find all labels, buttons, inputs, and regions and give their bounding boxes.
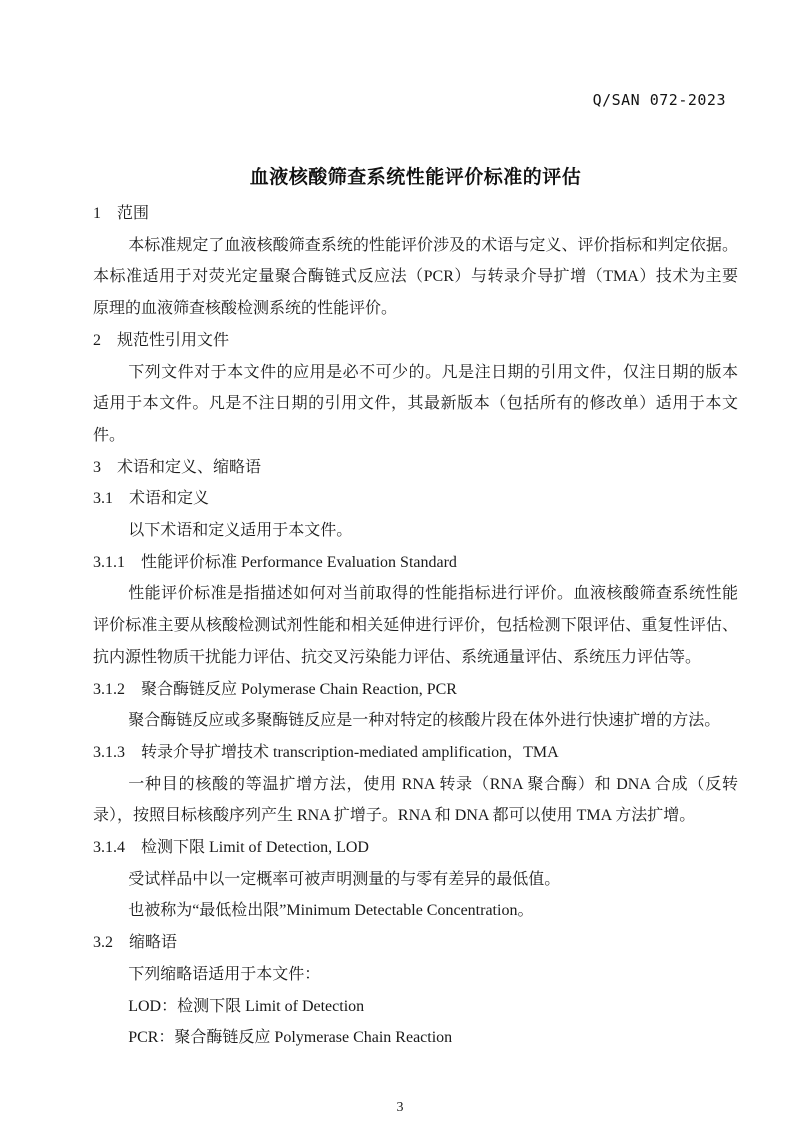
paragraph-line: 下列缩略语适用于本文件： — [128, 965, 321, 983]
section-heading: 3.1.1 性能评价标准 Performance Evaluation Standard — [93, 553, 457, 571]
paragraph-line: 以下术语和定义适用于本文件。 — [128, 522, 353, 540]
section-heading: 3.1.2 聚合酶链反应 Polymerase Chain Reaction, PCR — [93, 680, 457, 698]
paragraph-line: 抗内源性物质干扰能力评估、抗交叉污染能力评估、系统通量评估、系统压力评估等。 — [93, 648, 702, 666]
paragraph-line: 下列文件对于本文件的应用是必不可少的。凡是注日期的引用文件，仅注日期的版本 — [128, 363, 738, 381]
paragraph-line: 本标准规定了血液核酸筛查系统的性能评价涉及的术语与定义、评价指标和判定依据。 — [128, 236, 738, 254]
paragraph-line: 原理的血液筛查核酸检测系统的性能评价。 — [93, 300, 398, 318]
paragraph-line: 件。 — [93, 426, 126, 444]
document-body — [93, 198, 738, 1054]
paragraph-line: 也被称为“最低检出限”Minimum Detectable Concentration。 — [128, 902, 534, 920]
paragraph-line: 录），按照目标核酸序列产生 RNA 扩增子。RNA 和 DNA 都可以使用 TMA 方法扩增。 — [93, 807, 696, 825]
paragraph-line: 聚合酶链反应或多聚酶链反应是一种对特定的核酸片段在体外进行快速扩增的方法。 — [128, 712, 721, 730]
paragraph-line: 适用于本文件。凡是不注日期的引用文件，其最新版本（包括所有的修改单）适用于本文 — [93, 395, 738, 413]
paragraph-line: LOD：检测下限 Limit of Detection — [128, 997, 365, 1015]
section-heading: 3.2 缩略语 — [93, 934, 178, 952]
section-heading: 1 范围 — [93, 205, 150, 222]
document-title: 血液核酸筛查系统性能评价标准的评估 — [249, 167, 582, 188]
section-heading: 3.1.3 转录介导扩增技术 transcription-mediated amplification，TMA — [93, 743, 559, 761]
doc-code: Q/SAN 072-2023 — [592, 91, 726, 109]
section-heading: 3.1.4 检测下限 Limit of Detection, LOD — [93, 839, 369, 857]
paragraph-line: 一种目的核酸的等温扩增方法，使用 RNA 转录（RNA 聚合酶）和 DNA 合成（反转 — [128, 775, 738, 793]
paragraph-line: 性能评价标准是指描述如何对当前取得的性能指标进行评价。血液核酸筛查系统性能 — [128, 585, 738, 603]
paragraph-line: PCR：聚合酶链反应 Polymerase Chain Reaction — [128, 1029, 453, 1047]
paragraph-line: 评价标准主要从核酸检测试剂性能和相关延伸进行评价，包括检测下限评估、重复性评估、 — [93, 617, 738, 635]
paragraph-line: 受试样品中以一定概率可被声明测量的与零有差异的最低值。 — [128, 870, 561, 888]
section-heading: 3 术语和定义、缩略语 — [93, 458, 262, 476]
section-heading: 3.1 术语和定义 — [93, 490, 210, 508]
page-number: 3 — [396, 1100, 404, 1115]
paragraph-line: 本标准适用于对荧光定量聚合酶链式反应法（PCR）与转录介导扩增（TMA）技术为主要 — [93, 268, 738, 286]
section-heading: 2 规范性引用文件 — [93, 331, 230, 349]
